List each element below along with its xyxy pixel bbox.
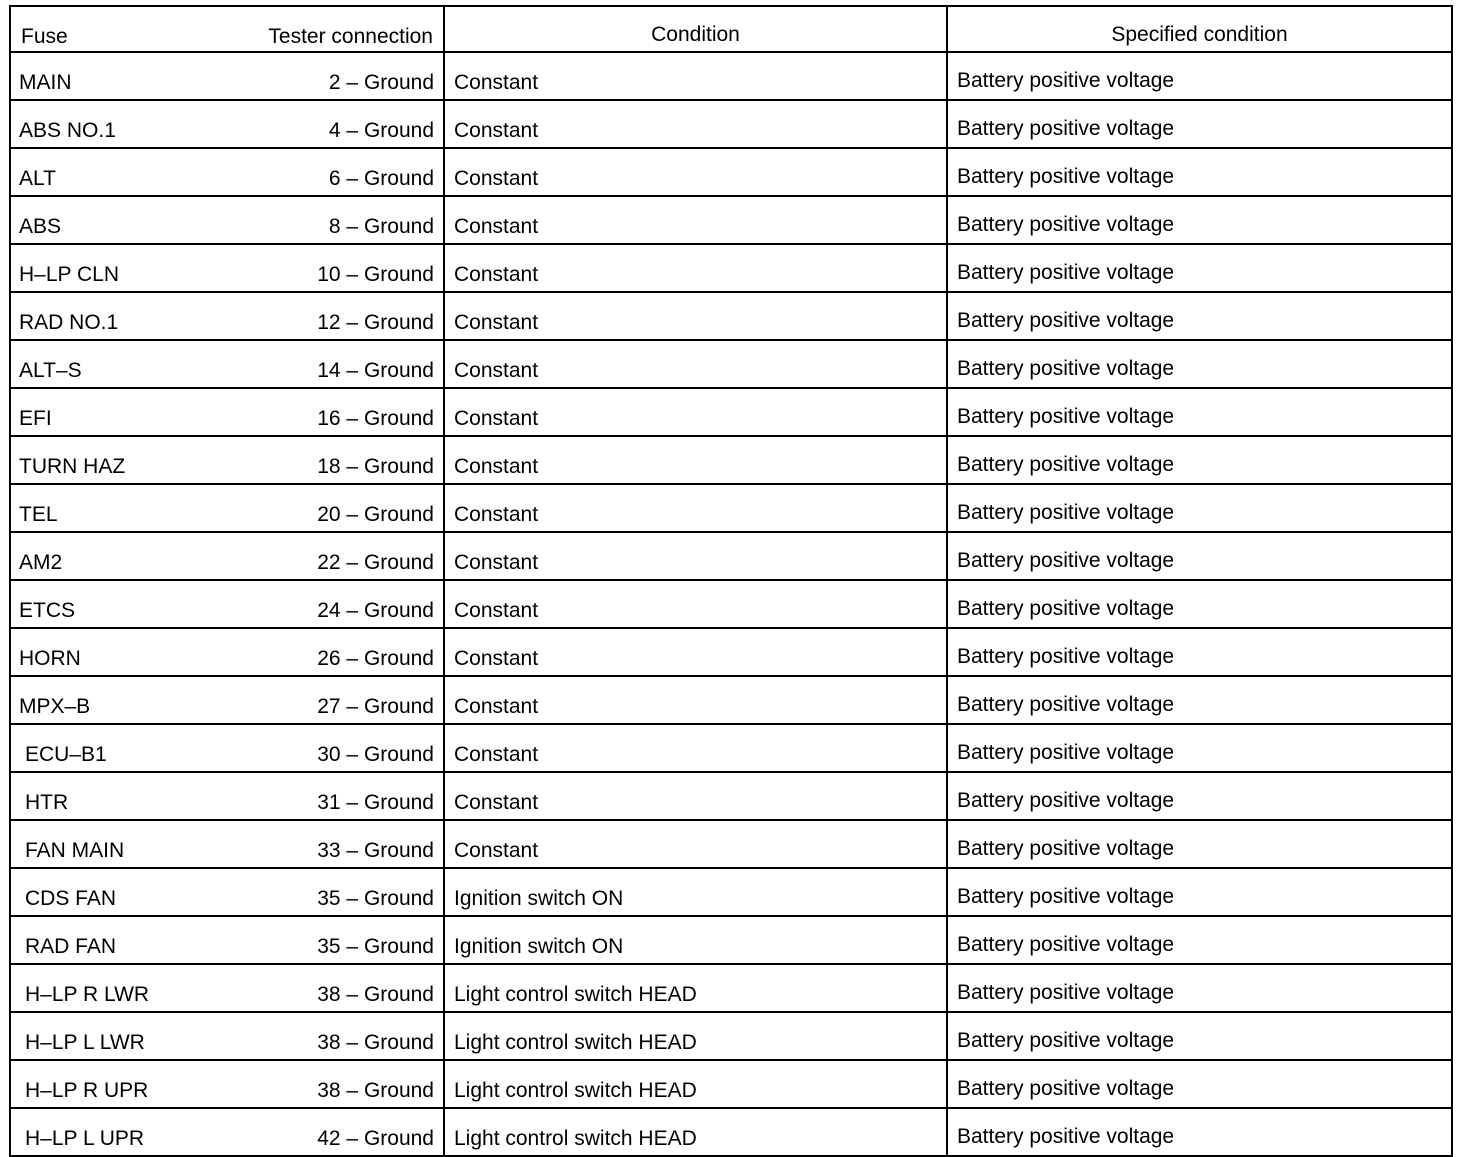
fuse-cell	[10, 148, 444, 196]
condition-cell: Constant	[444, 100, 947, 148]
table-row	[10, 340, 1452, 388]
specified-condition-cell: Battery positive voltage	[947, 868, 1452, 916]
fuse-cell	[10, 484, 444, 532]
table-row	[10, 628, 1452, 676]
specified-condition-cell: Battery positive voltage	[947, 1060, 1452, 1108]
fuse-name: H–LP R UPR	[25, 1079, 149, 1102]
condition-cell: Constant	[444, 244, 947, 292]
specified-condition-cell: Battery positive voltage	[947, 196, 1452, 244]
fuse-name: H–LP L LWR	[25, 1031, 145, 1054]
tester-connection: 8 – Ground	[328, 215, 434, 238]
fuse-cell	[10, 532, 444, 580]
condition-cell: Constant	[444, 676, 947, 724]
fuse-cell	[10, 676, 444, 724]
header-fuse: Fuse	[21, 25, 68, 48]
fuse-cell	[10, 292, 444, 340]
table-row	[10, 388, 1452, 436]
condition-cell: Light control switch HEAD	[444, 1012, 947, 1060]
condition-cell: Constant	[444, 436, 947, 484]
condition-cell: Constant	[444, 340, 947, 388]
specified-condition-cell: Battery positive voltage	[947, 580, 1452, 628]
fuse-cell	[10, 1060, 444, 1108]
condition-cell: Constant	[444, 772, 947, 820]
fuse-name: FAN MAIN	[25, 839, 125, 862]
tester-connection: 20 – Ground	[317, 503, 434, 526]
header-condition: Condition	[444, 6, 947, 52]
table-row	[10, 244, 1452, 292]
fuse-cell	[10, 244, 444, 292]
condition-cell: Constant	[444, 724, 947, 772]
fuse-name: H–LP R LWR	[25, 983, 150, 1006]
tester-connection: 26 – Ground	[317, 647, 434, 670]
tester-connection: 38 – Ground	[317, 1031, 434, 1054]
fuse-cell	[10, 724, 444, 772]
header-tester-connection: Tester connection	[268, 25, 433, 48]
specified-condition-cell: Battery positive voltage	[947, 484, 1452, 532]
condition-cell: Constant	[444, 484, 947, 532]
fuse-cell	[10, 1108, 444, 1156]
specified-condition-cell: Battery positive voltage	[947, 916, 1452, 964]
table-row	[10, 916, 1452, 964]
specified-condition-cell: Battery positive voltage	[947, 1108, 1452, 1156]
fuse-cell	[10, 100, 444, 148]
specified-condition-cell: Battery positive voltage	[947, 964, 1452, 1012]
header-specified-condition: Specified condition	[947, 6, 1452, 52]
condition-cell: Constant	[444, 580, 947, 628]
table-row	[10, 1060, 1452, 1108]
specified-condition-cell: Battery positive voltage	[947, 532, 1452, 580]
table-row	[10, 820, 1452, 868]
fuse-name: TEL	[19, 503, 58, 526]
header-fuse-tester-cell	[10, 6, 444, 52]
specified-condition-cell: Battery positive voltage	[947, 724, 1452, 772]
tester-connection: 35 – Ground	[317, 935, 434, 958]
condition-cell: Constant	[444, 148, 947, 196]
fuse-name: ALT	[19, 167, 56, 190]
table-row	[10, 436, 1452, 484]
tester-connection: 38 – Ground	[317, 1079, 434, 1102]
table-row	[10, 1108, 1452, 1156]
fuse-name: ETCS	[19, 599, 76, 622]
fuse-name: HORN	[19, 647, 81, 670]
table-row	[10, 724, 1452, 772]
tester-connection: 6 – Ground	[328, 167, 434, 190]
condition-cell: Constant	[444, 628, 947, 676]
condition-cell: Constant	[444, 52, 947, 100]
condition-cell: Light control switch HEAD	[444, 1060, 947, 1108]
fuse-cell	[10, 1012, 444, 1060]
fuse-cell	[10, 52, 444, 100]
fuse-cell	[10, 820, 444, 868]
tester-connection: 38 – Ground	[317, 983, 434, 1006]
table-row	[10, 52, 1452, 100]
fuse-cell	[10, 580, 444, 628]
tester-connection: 30 – Ground	[317, 743, 434, 766]
fuse-cell	[10, 772, 444, 820]
tester-connection: 18 – Ground	[317, 455, 434, 478]
tester-connection: 12 – Ground	[317, 311, 434, 334]
fuse-cell	[10, 436, 444, 484]
fuse-name: HTR	[25, 791, 69, 814]
specified-condition-cell: Battery positive voltage	[947, 52, 1452, 100]
table-row	[10, 148, 1452, 196]
tester-connection: 31 – Ground	[317, 791, 434, 814]
table-row	[10, 964, 1452, 1012]
fuse-inspection-table	[9, 5, 1453, 1157]
condition-cell: Constant	[444, 196, 947, 244]
specified-condition-cell: Battery positive voltage	[947, 772, 1452, 820]
fuse-name: RAD NO.1	[19, 311, 119, 334]
fuse-name: CDS FAN	[25, 887, 117, 910]
fuse-name: H–LP CLN	[19, 263, 119, 286]
tester-connection: 2 – Ground	[328, 71, 434, 94]
table-row	[10, 100, 1452, 148]
condition-cell: Light control switch HEAD	[444, 1108, 947, 1156]
specified-condition-cell: Battery positive voltage	[947, 820, 1452, 868]
fuse-name: EFI	[19, 407, 52, 430]
table-row	[10, 292, 1452, 340]
fuse-inspection-table-sheet	[9, 5, 1451, 1157]
fuse-name: MPX–B	[19, 695, 91, 718]
table-row	[10, 532, 1452, 580]
tester-connection: 24 – Ground	[317, 599, 434, 622]
condition-cell: Light control switch HEAD	[444, 964, 947, 1012]
specified-condition-cell: Battery positive voltage	[947, 676, 1452, 724]
specified-condition-cell: Battery positive voltage	[947, 1012, 1452, 1060]
specified-condition-cell: Battery positive voltage	[947, 436, 1452, 484]
tester-connection: 27 – Ground	[317, 695, 434, 718]
table-row	[10, 676, 1452, 724]
fuse-name: ABS NO.1	[19, 119, 116, 142]
fuse-name: MAIN	[19, 71, 72, 94]
fuse-name: ALT–S	[19, 359, 82, 382]
condition-cell: Ignition switch ON	[444, 916, 947, 964]
fuse-cell	[10, 196, 444, 244]
table-header-row	[10, 6, 1452, 52]
tester-connection: 35 – Ground	[317, 887, 434, 910]
specified-condition-cell: Battery positive voltage	[947, 388, 1452, 436]
specified-condition-cell: Battery positive voltage	[947, 244, 1452, 292]
condition-cell: Ignition switch ON	[444, 868, 947, 916]
table-row	[10, 1012, 1452, 1060]
table-row	[10, 484, 1452, 532]
fuse-cell	[10, 916, 444, 964]
fuse-name: AM2	[19, 551, 63, 574]
fuse-name: TURN HAZ	[19, 455, 126, 478]
fuse-cell	[10, 964, 444, 1012]
specified-condition-cell: Battery positive voltage	[947, 628, 1452, 676]
condition-cell: Constant	[444, 388, 947, 436]
table-row	[10, 196, 1452, 244]
tester-connection: 22 – Ground	[317, 551, 434, 574]
condition-cell: Constant	[444, 532, 947, 580]
table-row	[10, 868, 1452, 916]
fuse-name: ABS	[19, 215, 62, 238]
table-row	[10, 580, 1452, 628]
condition-cell: Constant	[444, 292, 947, 340]
tester-connection: 42 – Ground	[317, 1127, 434, 1150]
tester-connection: 33 – Ground	[317, 839, 434, 862]
specified-condition-cell: Battery positive voltage	[947, 100, 1452, 148]
condition-cell: Constant	[444, 820, 947, 868]
fuse-name: RAD FAN	[25, 935, 117, 958]
table-row	[10, 772, 1452, 820]
tester-connection: 10 – Ground	[317, 263, 434, 286]
fuse-name: H–LP L UPR	[25, 1127, 145, 1150]
tester-connection: 16 – Ground	[317, 407, 434, 430]
fuse-cell	[10, 388, 444, 436]
specified-condition-cell: Battery positive voltage	[947, 148, 1452, 196]
fuse-cell	[10, 868, 444, 916]
fuse-cell	[10, 340, 444, 388]
fuse-cell	[10, 628, 444, 676]
tester-connection: 14 – Ground	[317, 359, 434, 382]
fuse-name: ECU–B1	[25, 743, 107, 766]
specified-condition-cell: Battery positive voltage	[947, 340, 1452, 388]
tester-connection: 4 – Ground	[328, 119, 434, 142]
specified-condition-cell: Battery positive voltage	[947, 292, 1452, 340]
